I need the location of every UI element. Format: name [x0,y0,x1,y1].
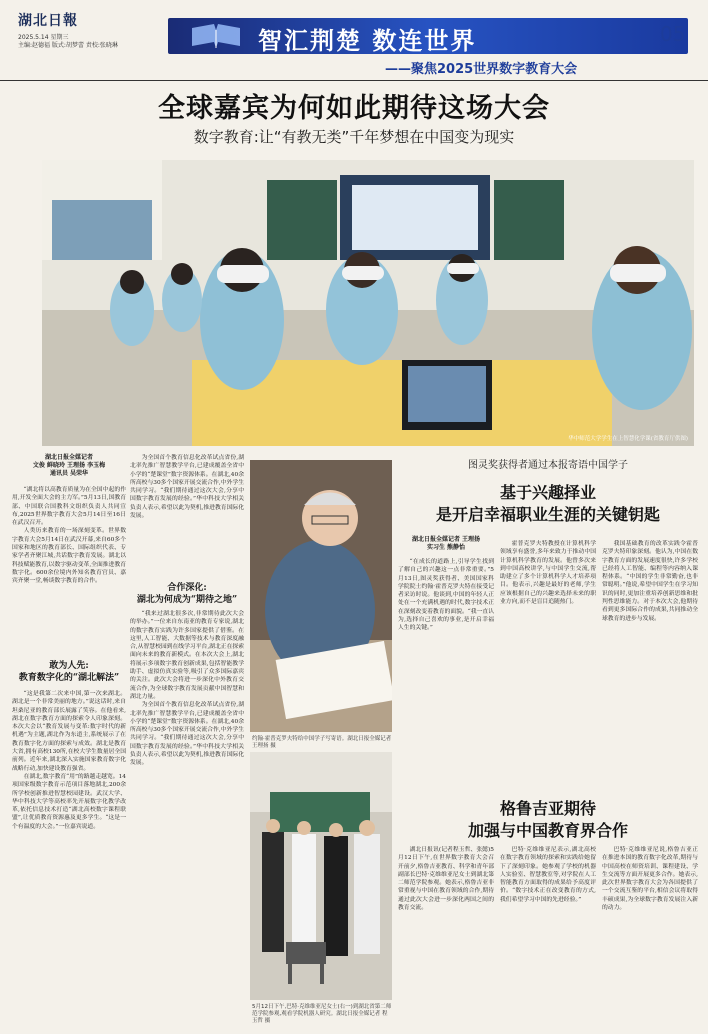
main-headline: 全球嘉宾为何如此期待这场大会 [158,93,550,124]
masthead-divider [0,80,708,81]
issue-info: 2025.5.14 星期三 主编:赵德福 版式:胡梦蕾 责校:张晓琳 [18,34,118,49]
main-para-2: “这是我第二次来中国,第一次来湖北。湖北是一个非常美丽的地方。”说这话时,来自坦桑尼亚的教育部长展露了笑容。在他看来,湖北在数字教育方面的探索令人印象深刻。本次大会以“教育发展与变革:数字时代的新机遇”为主题,湖北作为东道主,系统展示了在教育数字化方面的探索与成效。湖北是教育大省,拥有高校130所,在校大学生数量居全国前列。近年来,湖北深入实施国家教育数字化战略行动,加快建设教育强省。 [12,691,126,772]
turing-byline: 湖北日报全媒记者 王理扬 实习生 熊静怡 [411,536,481,551]
georgia-photo [250,752,392,1000]
georgia-col-3 [602,846,698,1026]
main-para-3: 为全国首个教育信息化改革试点省份,湖北率先推广智慧教学平台,已建成覆盖全省中小学的“楚课堂”数字资源体系。在湖北,40余所高校与30多个国家开展交流合作,中外学生共同学习。“我们期待通过这次大会,分享中国数字教育发展的经验。”华中科技大学相关负责人表示,希望以此为契机,推进教育国际化发展。 [130,455,244,520]
page-number: 05 [660,22,686,46]
turing-title-2: 是开启幸福职业生涯的关键钥匙 [435,505,660,524]
section1-title: 敢为人先: 教育数字化的“湖北解法” [18,661,120,683]
main-photo [42,160,694,446]
main-byline: 湖北日报全媒记者 文俊 鲜晓玲 王理扬 李玉梅 通讯员 吴荣华 [32,454,106,477]
georgia-para-2: 巴特·克维维亚尼表示,湖北高校在数字教育领域的探索和实践给她留下了深刻印象。她参观了学校的机器人实验室、智慧教室等,对学院在人工智能教育方面取得的成果给予高度评价。“数字技术正在改变教育的方式,我们希望学习中国的先进经验。” [500,847,596,903]
main-intro: “湖北将以高教育质量为在全国中起的作用,开发全面大会的主力军。”5月13日,国教育部、中国联合国教科文组织负责人共同宣布,2025世界数字教育大会5月14日至16日在武汉召开。 [12,487,126,527]
main-col-1 [12,486,126,656]
turing-para-1: “在成长的道路上,引导学生找到了解自己的兴趣这一点非常重要。”5月13日,图灵奖获得者、美国国家科学院院士约翰·霍普克罗夫特在接受记者采访时说。他谈到,中国的年轻人正处在一个充满机遇的时代,数字技术正在深刻改变着教育的面貌。“我一直认为,选择自己喜欢的事业,是开启幸福人生的关键。” [398,559,494,632]
turing-col-1 [398,558,494,774]
main-subheadline: 数字教育:让“有教无类”千年梦想在中国变为现实 [193,128,515,146]
main-col-2 [130,454,244,578]
main-photo-caption: 华中师范大学学生在上智慧化学课(省教育厅供图) [568,436,688,442]
turing-para-3: 我国基础教育的改革实践令霍普克罗夫特印象深刻。他认为,中国在数字教育方面的发展速度很快,许多学校已经将人工智能、编程等内容纳入课程体系。“中国的学生非常勤奋,也非常聪明。”他说,希望中国学生在学习知识的同时,更加注重培养创新思维和批判性思维能力。对于本次大会,他期待看到更多国际合作的成果,共同推动全球教育的进步与发展。 [602,541,698,622]
banner-title: 智汇荆楚 数连世界 [258,27,477,55]
classroom-vr-image [42,160,694,446]
georgia-photo-caption: 5月12日下午,巴特·克维维亚尼女士(右一)到湖北省第二师范学院参观,观看学院机器人研究。湖北日报全媒记者 程玉哲 摄 [252,1004,392,1024]
banner-subtitle: ——聚焦2025世界数字教育大会 [385,62,578,77]
newspaper-logo: 湖北日報 [18,13,78,29]
georgia-para-3: 巴特·克维维亚尼说,格鲁吉亚正在推进本国的教育数字化改革,期待与中国高校在师资培训、课程建设、学生交流等方面开展更多合作。她表示,此次世界数字教育大会为各国提供了一个交流互鉴的平台,相信会议将取得丰硕成果,为全球数字教育发展注入新的动力。 [602,847,698,912]
section2-title: 合作深化: 湖北为何成为“期待之地” [136,583,238,605]
main-col-1b [12,690,126,1026]
book-icon [190,24,242,50]
turing-col-3 [602,540,698,774]
main-col-2b [130,610,244,1026]
turing-col-2 [500,540,596,774]
turing-photo-caption: 约翰·霍普克罗夫特给中国学子写寄语。湖北日报全媒记者 王理扬 摄 [252,736,392,749]
georgia-col-2 [500,846,596,1026]
georgia-col-1 [398,846,494,1026]
turing-photo [250,460,392,732]
turing-title-1: 基于兴趣择业 [499,483,596,502]
turing-kicker: 图灵奖获得者通过本报寄语中国学子 [468,460,628,471]
main-para-1: 人类历来教育的一场深刻变革。世界数字教育大会5月14日在武汉开幕,来自60多个国家和地区的教育部长、国际组织代表、专家学者齐聚江城,共话数字教育发展。湖北以科技赋能教育,以数字驱动变革,全面推进教育数字化。600余位境内外知名教育官员、嘉宾齐聚一堂,畅谈数字教育的合作。 [12,528,126,585]
georgia-title-1: 格鲁吉亚期待 [499,799,596,818]
main-para-2b: 在湖北,数字教育“用”的路越走越宽。14项国家级数字教育示范项目落地湖北,200余所学校创新推进智慧校园建设。武汉大学、华中科技大学等高校率先开展数字化教学改革,依托信息技术打造“湖北高校数字课程联盟”,让优质教育资源惠及更多学生。“这是一个有温度的大会。”一位嘉宾说道。 [12,773,126,830]
georgia-title-2: 加强与中国教育界合作 [467,821,628,840]
main-para-4: “我来过湖北很多次,非常期待此次大会的举办。”一位来自东南亚的教育专家说,湖北的数字教育实践为许多国家提供了借鉴。在这里,人工智能、大数据等技术与教育深度融合,从智慧校园到在线学习平台,湖北正在探索面向未来的教育新模式。在本次大会上,湖北将展示多项数字教育创新成果,包括智能教学助手、虚拟仿真实验等,吸引了众多国际嘉宾的关注。此次大会将进一步深化中外教育交流合作,为全球数字教育发展贡献中国智慧和湖北力量。 [130,611,244,700]
main-para-5: 为全国首个教育信息化改革试点省份,湖北率先推广智慧教学平台,已建成覆盖全省中小学的“楚课堂”数字资源体系。在湖北,40余所高校与30多个国家开展交流合作,中外学生共同学习。“我们期待通过这次大会,分享中国数字教育发展的经验。”华中科技大学相关负责人表示,希望以此为契机,推进教育国际化发展。 [130,702,244,767]
turing-para-2: 霍普克罗夫特教授在计算机科学领域享有盛誉,多年来致力于推动中国计算机科学教育的发展。他曾多次来到中国高校讲学,与中国学生交流,帮助建立了多个计算机科学人才培养项目。他表示,兴趣是最好的老师,学生应该根据自己的兴趣来选择未来的职业方向,而不是盲目追随热门。 [500,541,596,606]
georgia-para-1: 湖北日报讯(记者程玉哲、张懿)5月12日下午,在世界数字教育大会召开前夕,格鲁吉亚教育、科学和青年部副部长巴特·克维维亚尼女士到湖北第二师范学院参观。她表示,格鲁吉亚非常重视与中国在教育领域的合作,期待通过此次大会进一步深化两国之间的教育交流。 [398,847,494,912]
